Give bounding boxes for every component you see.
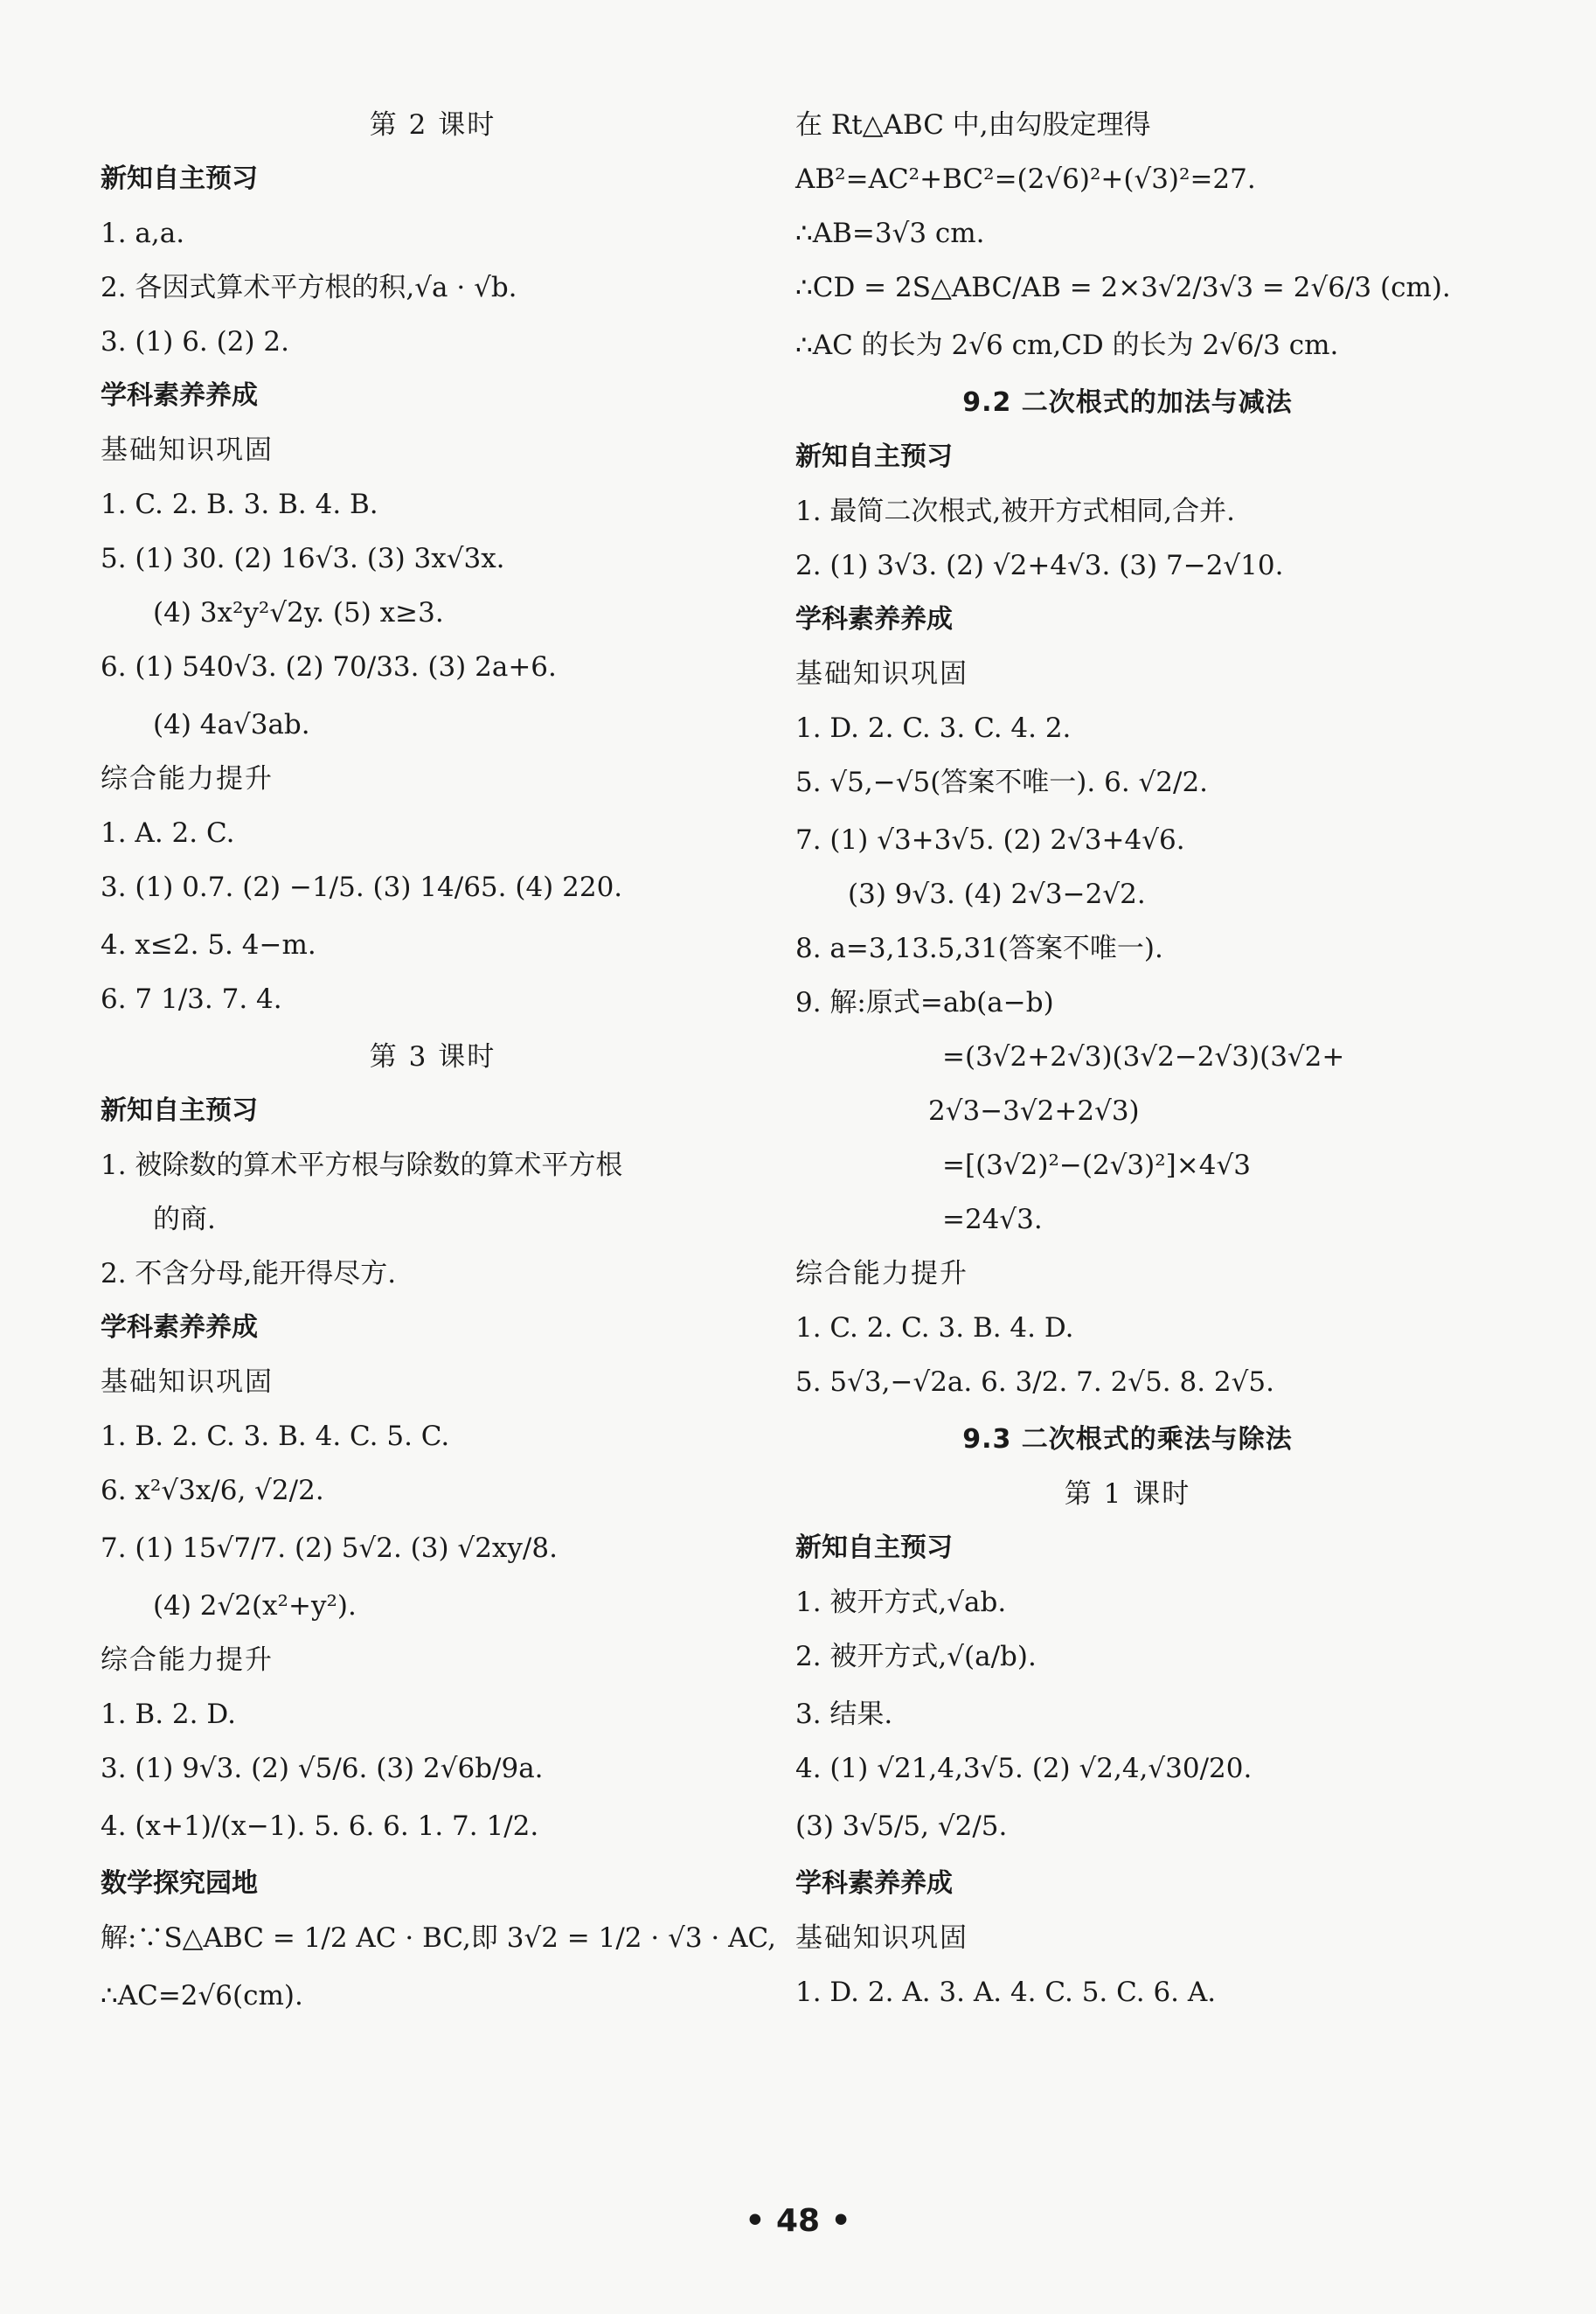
answer-line: =24√3. bbox=[942, 1204, 1043, 1235]
subsection-heading: 学科素养养成 bbox=[101, 1312, 258, 1343]
answer-line: 2. 被开方式,√(a/b). bbox=[795, 1641, 1037, 1672]
answer-line: 7. (1) √3+3√5. (2) 2√3+4√6. bbox=[795, 824, 1185, 856]
answer-line: ∴CD = 2S△ABC/AB = 2×3√2/3√3 = 2√6/3 (cm). bbox=[795, 272, 1451, 303]
answer-line: 1. B. 2. C. 3. B. 4. C. 5. C. bbox=[101, 1421, 450, 1452]
answer-line: 5. (1) 30. (2) 16√3. (3) 3x√3x. bbox=[101, 543, 505, 574]
category-label: 综合能力提升 bbox=[101, 1644, 274, 1676]
answer-line: 7. (1) 15√7/7. (2) 5√2. (3) √2xy/8. bbox=[101, 1532, 558, 1564]
answer-line: (4) 4a√3ab. bbox=[153, 709, 310, 740]
answer-line: 2√3−3√2+2√3) bbox=[928, 1095, 1140, 1127]
answer-line: 3. (1) 6. (2) 2. bbox=[101, 326, 289, 358]
subsection-heading: 新知自主预习 bbox=[101, 163, 258, 194]
answer-line: 2. 各因式算术平方根的积,√a · √b. bbox=[101, 272, 517, 303]
answer-line: 6. x²√3x/6, √2/2. bbox=[101, 1475, 324, 1506]
page-number: • 48 • bbox=[745, 2203, 851, 2239]
category-label: 综合能力提升 bbox=[101, 763, 274, 795]
answer-line: AB²=AC²+BC²=(2√6)²+(√3)²=27. bbox=[795, 163, 1256, 195]
subsection-heading: 学科素养养成 bbox=[101, 380, 258, 411]
subsection-heading: 新知自主预习 bbox=[795, 441, 953, 472]
left-column bbox=[101, 109, 776, 2034]
answer-line: 1. 被开方式,√ab. bbox=[795, 1587, 1007, 1618]
category-label: 综合能力提升 bbox=[795, 1258, 968, 1289]
answer-line: 在 Rt△ABC 中,由勾股定理得 bbox=[795, 109, 1151, 141]
answer-line: ∴AC=2√6(cm). bbox=[101, 1980, 303, 2012]
answer-line: 1. A. 2. C. bbox=[101, 817, 235, 849]
answer-line: 4. (1) √21,4,3√5. (2) √2,4,√30/20. bbox=[795, 1753, 1253, 1784]
answer-line: 2. (1) 3√3. (2) √2+4√3. (3) 7−2√10. bbox=[795, 550, 1284, 581]
answer-line: (4) 3x²y²√2y. (5) x≥3. bbox=[153, 597, 444, 629]
answer-line: 6. 7 1/3. 7. 4. bbox=[101, 983, 282, 1015]
answer-line: 3. (1) 9√3. (2) √5/6. (3) 2√6b/9a. bbox=[101, 1753, 544, 1784]
answer-line: 3. 结果. bbox=[795, 1699, 893, 1730]
right-column bbox=[795, 109, 1460, 2031]
answer-line: 4. x≤2. 5. 4−m. bbox=[101, 929, 316, 961]
answer-line: 1. D. 2. A. 3. A. 4. C. 5. C. 6. A. bbox=[795, 1977, 1217, 2008]
subsection-heading: 学科素养养成 bbox=[795, 1868, 953, 1899]
subsection-heading: 数学探究园地 bbox=[101, 1868, 258, 1899]
answer-line: 9. 解:原式=ab(a−b) bbox=[795, 987, 1054, 1018]
category-label: 基础知识巩固 bbox=[795, 1922, 968, 1954]
answer-line: 1. B. 2. D. bbox=[101, 1699, 236, 1730]
answer-line: =(3√2+2√3)(3√2−2√3)(3√2+ bbox=[942, 1041, 1345, 1073]
subsection-heading: 新知自主预习 bbox=[101, 1095, 258, 1126]
lesson-title: 第 2 课时 bbox=[369, 109, 496, 141]
answer-line: 2. 不含分母,能开得尽方. bbox=[101, 1258, 397, 1289]
lesson-title: 第 1 课时 bbox=[1064, 1478, 1191, 1510]
answer-line: 5. √5,−√5(答案不唯一). 6. √2/2. bbox=[795, 767, 1209, 798]
answer-line: 的商. bbox=[153, 1204, 216, 1235]
answer-line: (4) 2√2(x²+y²). bbox=[153, 1590, 357, 1622]
answer-line: 3. (1) 0.7. (2) −1/5. (3) 14/65. (4) 220. bbox=[101, 872, 623, 903]
category-label: 基础知识巩固 bbox=[101, 1366, 274, 1398]
answer-line: 8. a=3,13.5,31(答案不唯一). bbox=[795, 933, 1163, 964]
answer-line: 4. (x+1)/(x−1). 5. 6. 6. 1. 7. 1/2. bbox=[101, 1810, 539, 1842]
answer-line: 1. 被除数的算术平方根与除数的算术平方根 bbox=[101, 1150, 623, 1181]
answer-line: ∴AB=3√3 cm. bbox=[795, 218, 985, 249]
answer-line: 1. D. 2. C. 3. C. 4. 2. bbox=[795, 712, 1072, 744]
answer-line: 1. 最简二次根式,被开方式相同,合并. bbox=[795, 496, 1235, 527]
section-heading: 9.2 二次根式的加法与减法 bbox=[962, 387, 1293, 418]
section-heading: 9.3 二次根式的乘法与除法 bbox=[962, 1424, 1293, 1455]
answer-line: =[(3√2)²−(2√3)²]×4√3 bbox=[942, 1150, 1251, 1181]
answer-line: 1. C. 2. B. 3. B. 4. B. bbox=[101, 489, 378, 520]
answer-line: (3) 3√5/5, √2/5. bbox=[795, 1810, 1008, 1842]
answer-line: ∴AC 的长为 2√6 cm,CD 的长为 2√6/3 cm. bbox=[795, 330, 1339, 361]
subsection-heading: 学科素养养成 bbox=[795, 604, 953, 635]
category-label: 基础知识巩固 bbox=[795, 658, 968, 690]
answer-line: 解:∵S△ABC = 1/2 AC · BC,即 3√2 = 1/2 · √3 · AC, bbox=[101, 1922, 776, 1954]
answer-line: 6. (1) 540√3. (2) 70/33. (3) 2a+6. bbox=[101, 651, 557, 683]
answer-line: 1. C. 2. C. 3. B. 4. D. bbox=[795, 1312, 1074, 1344]
answer-line: 5. 5√3,−√2a. 6. 3/2. 7. 2√5. 8. 2√5. bbox=[795, 1366, 1274, 1398]
answer-line: 1. a,a. bbox=[101, 218, 185, 249]
lesson-title: 第 3 课时 bbox=[369, 1041, 496, 1073]
subsection-heading: 新知自主预习 bbox=[795, 1532, 953, 1563]
category-label: 基础知识巩固 bbox=[101, 434, 274, 466]
answer-line: (3) 9√3. (4) 2√3−2√2. bbox=[848, 879, 1146, 910]
